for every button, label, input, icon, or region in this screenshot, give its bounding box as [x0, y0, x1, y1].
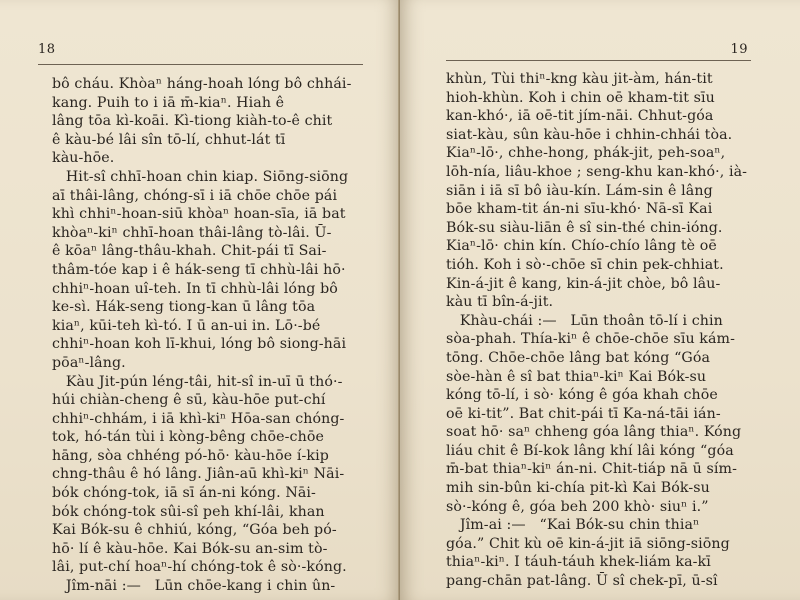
text-line: Kin-á-jit ê kang, kin-á-jit chòe, bô lâu- — [446, 275, 721, 292]
text-line: liáu chit ê Bí-kok lâng khí lâi kóng “góa — [446, 442, 734, 459]
text-line: tióh. Koh i sò·-chōe sī chin pek-chhiat. — [446, 256, 724, 273]
text-line: kóng tō-lí, i sò· kóng ê góa khah chōe — [446, 387, 718, 404]
text-line: siat-kàu, sûn kàu-hōe i chhin-chhái tòa. — [446, 126, 733, 143]
text-line: kang. Puih to i iā m̄-kiaⁿ. Hiah ê — [52, 94, 285, 111]
text-line: tok, hó-tán tùi i kòng-bêng chōe-chōe — [52, 429, 324, 446]
text-line: lōh-nía, liâu-khoe ; seng-khu kan-khó·, ià- — [446, 163, 748, 180]
text-line: sòe-hàn ê sî bat thiaⁿ-kiⁿ Kai Bók-su — [446, 368, 707, 385]
text-line: chhiⁿ-hoan koh lī-khui, lóng bô siong-hāi — [52, 336, 347, 353]
text-line: bōe kham-tit án-ni sīu-khó· Nā-sī Kai — [446, 201, 713, 218]
right-header-rule — [446, 60, 751, 61]
text-line: soat hō· saⁿ chheng góa lâng thiaⁿ. Kóng — [446, 424, 742, 441]
text-line: chhiⁿ-hoan uî-teh. In tī chhù-lâi lóng bô — [52, 280, 338, 297]
right-page-text — [446, 70, 747, 591]
text-line: ê kōaⁿ lâng-thâu-khah. Chit-pái tī Sai- — [52, 243, 327, 260]
right-page-number: 19 — [730, 42, 748, 57]
text-line: thâm-tóe kap i ê hák-seng tī chhù-lâi hō· — [52, 261, 346, 278]
left-page-number: 18 — [38, 42, 56, 57]
text-line: ê kàu-bé lâi sîn tō-lí, chhut-lát tī — [52, 131, 286, 148]
left-page-text — [52, 75, 351, 596]
text-line: lâng tōa kì-koāi. Kì-tiong kiàh-to-ê chit — [52, 113, 333, 130]
text-line: húi chiàn-cheng ê sū, kàu-hōe put-chí — [52, 392, 326, 409]
text-line: Kai Bók-su ê chhiú, kóng, “Góa beh pó- — [52, 522, 337, 539]
text-line: chng-thâu ê hó lâng. Jiân-aū khì-kiⁿ Nāi- — [52, 466, 345, 483]
text-line: chhiⁿ-chhám, i iā khì-kiⁿ Hōa-san chóng- — [52, 410, 345, 427]
text-line: aī thâi-lâng, chóng-sī i iā chōe chōe pái — [52, 187, 338, 204]
text-line: Bók-su siàu-liān ê sî sin-thé chin-ióng. — [446, 219, 723, 236]
text-line: hioh-khùn. Koh i chin oē kham-tit sīu — [446, 89, 715, 106]
text-line: m̄-bat thiaⁿ-kiⁿ án-ni. Chit-tiáp nā ū sím- — [446, 461, 737, 478]
text-line: oē ki-tit”. Bat chit-pái tī Ka-ná-tāi ián- — [446, 405, 721, 422]
text-line: Hit-sî chhī-hoan chin kiap. Siōng-siōng — [52, 168, 349, 185]
text-line: bô cháu. Khòaⁿ háng-hoah lóng bô chhái- — [52, 76, 352, 92]
text-line: sò·-kóng ê, góa beh 200 khò· siuⁿ i.” — [446, 498, 709, 515]
text-line: bók chóng-tok sûi-sî peh khí-lâi, khan — [52, 503, 325, 520]
left-header-rule — [38, 64, 363, 65]
text-line: ke-sì. Hák-seng tiong-kan ū lâng tōa — [52, 299, 316, 316]
text-line: hō· lí ê kàu-hōe. Kai Bók-su an-sim tò- — [52, 540, 328, 557]
text-line: hāng, sòa chhéng pó-hō· kàu-hōe í-kip — [52, 447, 329, 464]
text-line: kan-khó·, iā oē-tit jím-nāi. Chhut-góa — [446, 108, 714, 125]
text-line: khùn, Tùi thiⁿ-kng kàu jit-àm, hán-tit — [446, 71, 713, 87]
text-line: khòaⁿ-kiⁿ chhī-hoan thâi-lâng tò-lâi. Ū- — [52, 224, 332, 241]
text-line: thiaⁿ-kiⁿ. I táuh-táuh khek-liám ka-kī — [446, 554, 711, 571]
text-line: lâi, put-chí hoaⁿ-hí chóng-tok ê sò·-kóng. — [52, 559, 347, 576]
text-line: Khàu-chái :— Lūn thoân tō-lí i chin — [446, 312, 723, 329]
text-line: bók chóng-tok, iā sī án-ni kóng. Nāi- — [52, 485, 316, 502]
text-line: Kiaⁿ-lō·, chhe-hong, phák-jit, peh-soaⁿ, — [446, 145, 726, 162]
text-line: kiaⁿ, kūi-teh kì-tó. I ū an-ui in. Lō·-bé — [52, 317, 321, 334]
text-line: sòa-phah. Thía-kiⁿ ê chōe-chōe sīu kám- — [446, 331, 736, 348]
text-line: góa.” Chit kù oē kin-á-jit iā siōng-siōng — [446, 535, 730, 552]
text-line: Jîm-ai :— “Kai Bók-su chin thiaⁿ — [446, 517, 700, 534]
text-line: pang-chān pat-lâng. Ū sî chek-pī, ū-sî — [446, 573, 718, 590]
right-page — [400, 0, 800, 600]
text-line: tōng. Chōe-chōe lâng bat kóng “Góa — [446, 349, 711, 366]
text-line: kàu tī bîn-á-jit. — [446, 294, 554, 311]
text-line: khì chhiⁿ-hoan-siū khòaⁿ hoan-sīa, iā bat — [52, 206, 346, 223]
text-line: Kàu Jit-pún léng-tâi, hit-sî in-uī ū thó·- — [52, 373, 343, 390]
text-line: pōaⁿ-lâng. — [52, 354, 126, 371]
text-line: kàu-hōe. — [52, 150, 115, 167]
text-line: Kiaⁿ-lō· chin kín. Chío-chío lâng tè oē — [446, 238, 717, 255]
text-line: mih sin-bûn ki-chía pit-kì Kai Bók-su — [446, 480, 710, 497]
text-line: Jîm-nāi :— Lūn chōe-kang i chin ûn- — [52, 578, 336, 595]
text-line: siān i iā sī bô iàu-kín. Lám-sin ê lâng — [446, 182, 713, 199]
